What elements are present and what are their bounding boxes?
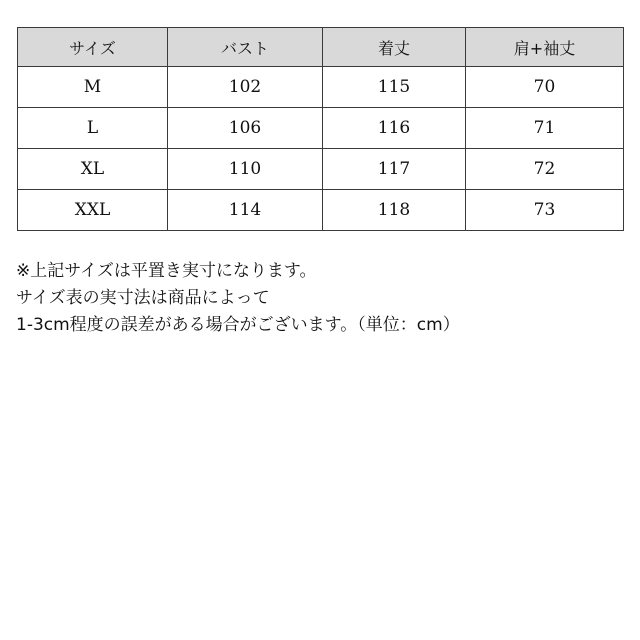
note-line-variance: サイズ表の実寸法は商品によって	[16, 288, 270, 308]
table-header-row	[18, 28, 624, 67]
header-length: 着丈	[323, 28, 466, 67]
size-chart-table	[17, 27, 624, 231]
cell-sleeve: 70	[466, 67, 624, 108]
header-size: サイズ	[18, 28, 168, 67]
cell-bust: 114	[168, 190, 323, 231]
note-line-measurement: ※上記サイズは平置き実寸になります。	[16, 261, 317, 281]
cell-sleeve: 71	[466, 108, 624, 149]
cell-size: L	[18, 108, 168, 149]
table-row	[18, 190, 624, 231]
cell-length: 118	[323, 190, 466, 231]
cell-size: M	[18, 67, 168, 108]
table-row	[18, 108, 624, 149]
cell-bust: 110	[168, 149, 323, 190]
cell-bust: 102	[168, 67, 323, 108]
cell-size: XXL	[18, 190, 168, 231]
cell-length: 117	[323, 149, 466, 190]
note-line-tolerance: 1-3cm程度の誤差がある場合がございます。（単位：cm）	[16, 315, 460, 335]
cell-size: XL	[18, 149, 168, 190]
table-row	[18, 149, 624, 190]
cell-sleeve: 73	[466, 190, 624, 231]
header-bust: バスト	[168, 28, 323, 67]
table-row	[18, 67, 624, 108]
header-sleeve: 肩+袖丈	[466, 28, 624, 67]
size-notes	[16, 258, 626, 339]
cell-length: 116	[323, 108, 466, 149]
cell-bust: 106	[168, 108, 323, 149]
cell-length: 115	[323, 67, 466, 108]
cell-sleeve: 72	[466, 149, 624, 190]
